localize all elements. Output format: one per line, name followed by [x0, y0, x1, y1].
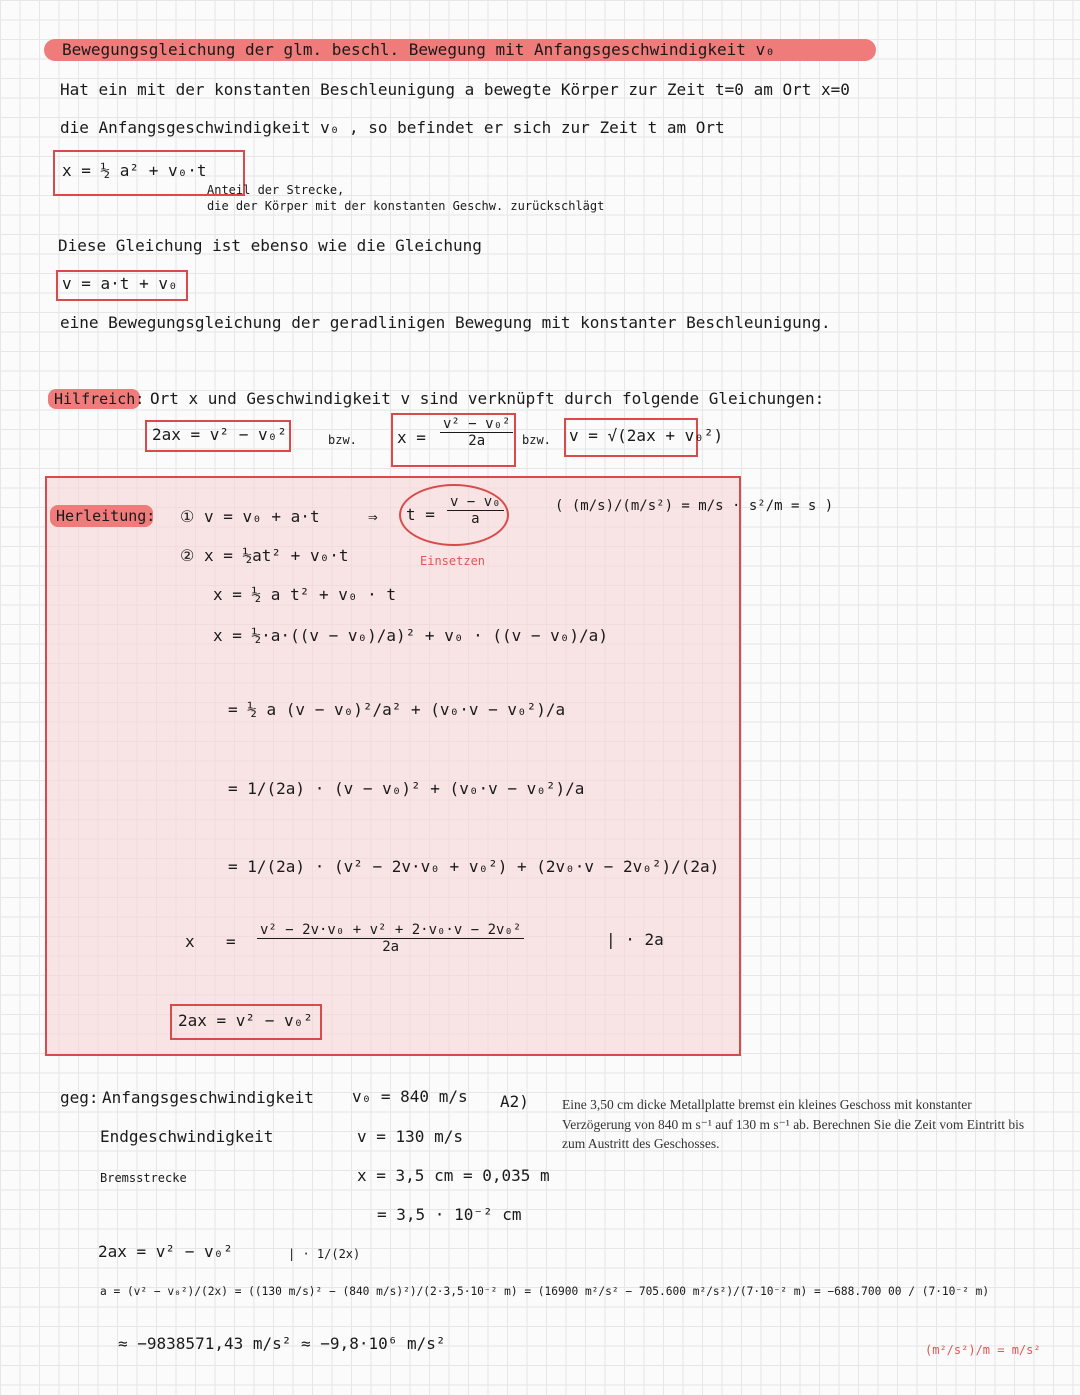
given-v0: v₀ = 840 m/s [352, 1087, 468, 1106]
line8-lhs: x [185, 932, 195, 951]
line8-fraction [257, 922, 524, 955]
geg-1: Anfangsgeschwindigkeit [102, 1088, 314, 1107]
calc-line-2: a = (v² − v₀²)/(2x) = ((130 m/s)² − (840 m/s)²)/(2·3,5·10⁻² m) = (16900 m²/s² − 705.600 m²/s²)/(7·10⁻² m) = −688.700 00 / (7·10⁻² m) [100, 1285, 990, 1298]
eq3: v = √(2ax + v₀²) [569, 426, 724, 445]
geg-2: Endgeschwindigkeit [100, 1127, 274, 1146]
bzw-2: bzw. [522, 433, 551, 447]
line8-operation: | · 2a [606, 930, 664, 949]
eq2-lhs: x = [397, 428, 426, 447]
derivation-line-7: = 1/(2a) · (v² − 2v·v₀ + v₀²) + (2v₀·v − 2v₀²)/(2a) [228, 857, 720, 876]
intro-line-3: Diese Gleichung ist ebenso wie die Gleichung [58, 236, 482, 255]
hilfreich-text: Ort x und Geschwindigkeit v sind verknüpft durch folgende Gleichungen: [150, 389, 825, 408]
exercise-tag: A2) [500, 1092, 529, 1111]
implies-arrow: ⇒ [368, 507, 378, 526]
book-text: Eine 3,50 cm dicke Metallplatte bremst ein kleines Geschoss mit konstanter Verzögerung von 840 m s⁻¹ auf 130 m s⁻¹ ab. Berechnen Sie die Zeit vom Eintritt bis zum Austritt des Geschosses. [562, 1097, 1025, 1151]
given-x-2: = 3,5 · 10⁻² cm [377, 1205, 522, 1224]
derivation-line-5: = ½ a (v − v₀)²/a² + (v₀·v − v₀²)/a [228, 700, 566, 719]
formula-x: x = ½ a² + v₀·t [62, 161, 207, 180]
annotation-1: Anteil der Strecke, [207, 183, 345, 197]
corner-units: (m²/s²)/m = m/s² [925, 1343, 1041, 1357]
geg-label: geg: [60, 1088, 99, 1107]
bzw-1: bzw. [328, 433, 357, 447]
herleitung-label: Herleitung: [56, 507, 156, 525]
geg-3: Bremsstrecke [100, 1171, 187, 1185]
t-numerator: v − v₀ [447, 494, 504, 511]
step-2: ② x = ½at² + v₀·t [180, 546, 349, 565]
given-x-1: x = 3,5 cm = 0,035 m [357, 1166, 550, 1185]
formula-v: v = a·t + v₀ [62, 274, 178, 293]
line8-eq: = [226, 932, 236, 951]
eq2-numerator: v² − v₀² [440, 416, 513, 433]
eq2-denominator: 2a [468, 433, 486, 449]
derivation-line-4: x = ½·a·((v − v₀)/a)² + v₀ · ((v − v₀)/a) [213, 626, 608, 645]
units-check: ( (m/s)/(m/s²) = m/s · s²/m = s ) [555, 498, 834, 514]
hilfreich-label: Hilfreich: [54, 390, 145, 408]
page-title: Bewegungsgleichung der glm. beschl. Bewegung mit Anfangsgeschwindigkeit v₀ [62, 40, 775, 59]
einsetzen-note: Einsetzen [420, 554, 486, 568]
intro-line-1: Hat ein mit der konstanten Beschleunigung a bewegte Körper zur Zeit t=0 am Ort x=0 [60, 80, 850, 99]
derivation-line-3: x = ½ a t² + v₀ · t [213, 585, 397, 604]
calc-line-3: ≈ −9838571,43 m/s² ≈ −9,8·10⁶ m/s² [118, 1334, 446, 1353]
t-lhs: t = [406, 505, 435, 524]
intro-line-2: die Anfangsgeschwindigkeit v₀ , so befindet er sich zur Zeit t am Ort [60, 118, 725, 137]
herleitung-panel [45, 476, 741, 1056]
line8-denominator: 2a [382, 939, 400, 955]
line8-numerator: v² − 2v·v₀ + v² + 2·v₀·v − 2v₀² [257, 922, 524, 939]
result-equation: 2ax = v² − v₀² [178, 1011, 313, 1030]
calc-line-1-op: | · 1/(2x) [288, 1247, 361, 1261]
t-fraction [447, 494, 504, 527]
annotation-2: die der Körper mit der konstanten Geschw. zurückschlägt [207, 199, 605, 213]
calc-line-1: 2ax = v² − v₀² [98, 1242, 233, 1261]
eq1: 2ax = v² − v₀² [152, 425, 287, 444]
t-denominator: a [471, 511, 480, 527]
eq2-fraction [440, 416, 513, 449]
step-1: ① v = v₀ + a·t [180, 507, 320, 526]
intro-line-4: eine Bewegungsgleichung der geradlinigen Bewegung mit konstanter Beschleunigung. [60, 313, 831, 332]
given-v: v = 130 m/s [357, 1127, 463, 1146]
derivation-line-6: = 1/(2a) · (v − v₀)² + (v₀·v − v₀²)/a [228, 779, 585, 798]
